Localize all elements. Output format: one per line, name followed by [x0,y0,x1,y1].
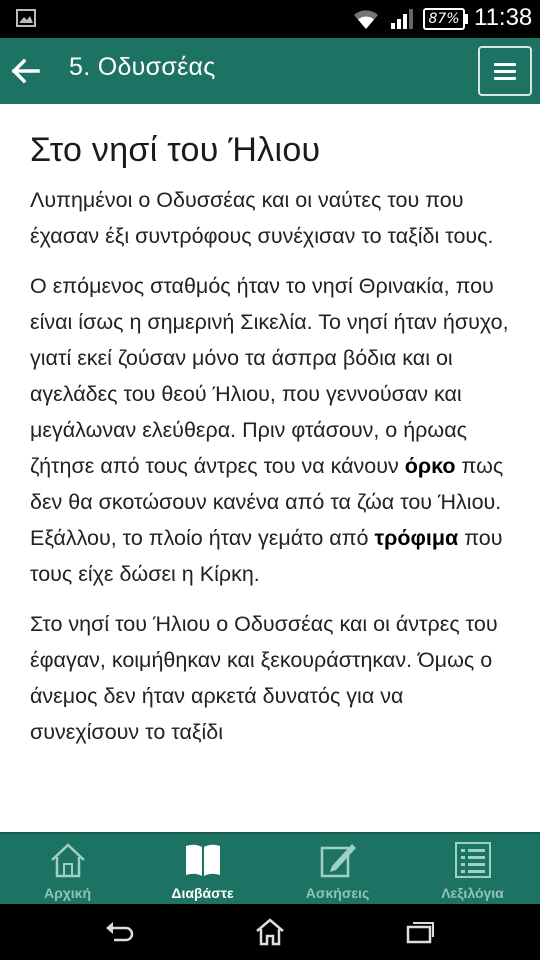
paragraph-3: Στο νησί του Ήλιου ο Οδυσσέας και οι άντρες του έφαγαν, κοιμήθηκαν και ξεκουράστηκαν. Όμως ο άνεμος δεν ήταν αρκετά δυνατός για να συνεχίσουν το ταξίδι [30,612,498,744]
clock: 11:38 [474,4,533,31]
article-heading: Στο νησί του Ήλιου [30,131,321,169]
hamburger-icon [494,63,516,66]
tab-glossary[interactable] [405,834,540,906]
list-icon [453,840,493,880]
signal-icon [389,8,415,30]
article-content[interactable] [0,104,540,832]
battery-indicator [423,8,465,30]
menu-button[interactable] [478,46,532,96]
tab-glossary-label: Λεξιλόγια [441,885,504,901]
tab-home-label: Αρχική [43,885,92,901]
paragraph-2-text: Ο επόμενος σταθμός ήταν το νησί Θρινακία, που είναι ίσως η σημερινή Σικελία. Το νησί ήταν ήσυχο, γιατί εκεί ζούσαν μόνο τα άσπρα βόδια και οι αγελάδες του θεού Ήλιου, που γεννούσαν και μεγάλωναν ελεύθερα. Πριν φτάσουν, ο ήρωας ζήτησε από τους άντρες του να κάνουν [30,274,509,478]
battery-percent: 87% [428,11,460,27]
back-icon[interactable] [104,918,136,946]
status-bar [0,0,540,38]
gallery-notification-icon [16,9,36,27]
book-icon [183,840,223,880]
tab-exercises[interactable] [270,834,405,906]
wifi-icon [352,7,380,31]
tab-home[interactable] [0,834,135,906]
bottom-tab-bar [0,832,540,904]
app-bar [0,38,540,104]
glossary-term-orkos[interactable]: όρκο [404,454,456,478]
page-title: 5. Οδυσσέας [69,53,216,81]
paragraph-2-text: που τους είχε δώσει η Κίρκη. [30,526,503,586]
back-arrow-icon[interactable] [8,52,44,90]
glossary-term-trofima[interactable]: τρόφιμα [374,526,459,550]
system-navigation-bar [0,904,540,960]
paragraph-2-text: πως δεν θα σκοτώσουν κανένα από τα ζώα του Ήλιου. Εξάλλου, το πλοίο ήταν γεμάτο από [30,454,504,550]
paragraph-1: Λυπημένοι ο Οδυσσέας και οι ναύτες του που έχασαν έξι συντρόφους συνέχισαν το ταξίδι τους. [30,188,494,248]
home-icon [48,840,88,880]
tab-read[interactable] [135,834,270,906]
tab-read-label: Διαβάστε [171,885,234,901]
hamburger-line [494,77,516,80]
recent-apps-icon[interactable] [404,918,436,946]
paragraph-2 [30,268,510,592]
hamburger-line [494,70,516,73]
edit-icon [318,840,358,880]
tab-exercises-label: Ασκήσεις [305,885,370,901]
battery-tip [465,14,468,24]
home-nav-icon[interactable] [254,918,286,946]
